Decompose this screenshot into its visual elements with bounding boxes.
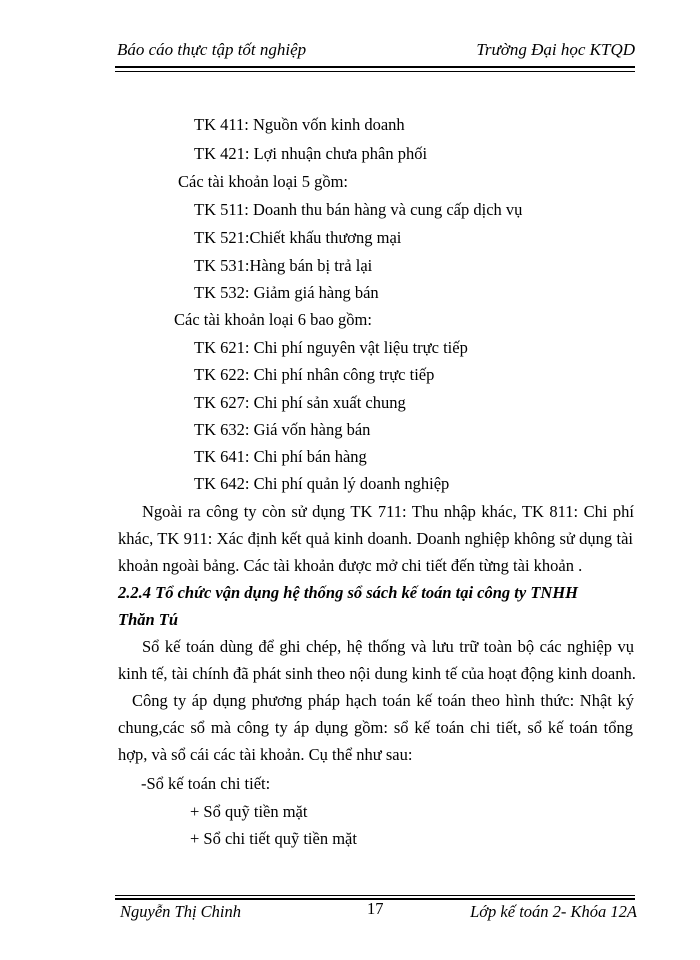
section-heading-line1: 2.2.4 Tổ chức vận dụng hệ thống sổ sách kế toán tại công ty TNHH — [118, 583, 578, 602]
paragraph-other-accounts-line3: khoản ngoài bảng. Các tài khoản được mở chi tiết đến từng tài khoản . — [118, 556, 583, 575]
group-type6-heading: Các tài khoản loại 6 bao gồm: — [174, 310, 372, 329]
paragraph-accounting-form-line1: Công ty áp dụng phương pháp hạch toán kế toán theo hình thức: Nhật ký — [132, 691, 634, 710]
header-rule-thin — [115, 71, 635, 72]
paragraph-accounting-form-line3: hợp, và sổ cái các tài khoản. Cụ thể như sau: — [118, 745, 413, 764]
footer-class: Lớp kế toán 2- Khóa 12A — [470, 902, 637, 921]
account-tk511: TK 511: Doanh thu bán hàng và cung cấp dịch vụ — [194, 200, 523, 219]
paragraph-other-accounts-line2: khác, TK 911: Xác định kết quả kinh doanh. Doanh nghiệp không sử dụng tài — [118, 529, 633, 548]
header-report-title: Báo cáo thực tập tốt nghiệp — [117, 40, 307, 59]
footer-rule-thin — [115, 895, 635, 896]
footer-author: Nguyễn Thị Chinh — [120, 902, 242, 921]
account-tk627: TK 627: Chi phí sản xuất chung — [194, 393, 406, 412]
account-tk632: TK 632: Giá vốn hàng bán — [194, 420, 371, 439]
book-cash-fund: + Sổ quỹ tiền mặt — [190, 802, 308, 821]
account-tk531: TK 531:Hàng bán bị trả lại — [194, 256, 373, 275]
page-number: 17 — [367, 899, 384, 918]
account-tk521: TK 521:Chiết khấu thương mại — [194, 228, 402, 247]
section-heading-line2: Thăn Tú — [118, 610, 179, 629]
header-university: Trường Đại học KTQD — [476, 40, 635, 59]
account-tk622: TK 622: Chi phí nhân công trực tiếp — [194, 365, 435, 384]
account-tk641: TK 641: Chi phí bán hàng — [194, 447, 367, 466]
account-tk621: TK 621: Chi phí nguyên vật liệu trực tiếp — [194, 338, 468, 357]
paragraph-books-definition-line2: kinh tế, tài chính đã phát sinh theo nội dung kinh tế của hoạt động kinh doanh. — [118, 664, 636, 683]
book-cash-fund-detail: + Sổ chi tiết quỹ tiền mặt — [190, 829, 357, 848]
account-tk421: TK 421: Lợi nhuận chưa phân phối — [194, 144, 428, 163]
paragraph-accounting-form-line2: chung,các sổ mà công ty áp dụng gồm: sổ kế toán chi tiết, sổ kế toán tổng — [118, 718, 633, 737]
account-tk411: TK 411: Nguồn vốn kinh doanh — [194, 115, 405, 134]
account-tk532: TK 532: Giảm giá hàng bán — [194, 283, 379, 302]
detail-books-heading: -Sổ kế toán chi tiết: — [141, 774, 271, 793]
paragraph-other-accounts-line1: Ngoài ra công ty còn sử dụng TK 711: Thu nhập khác, TK 811: Chi phí — [142, 502, 634, 521]
paragraph-books-definition-line1: Sổ kế toán dùng để ghi chép, hệ thống và lưu trữ toàn bộ các nghiệp vụ — [142, 637, 634, 656]
header-rule-thick — [115, 66, 635, 68]
account-tk642: TK 642: Chi phí quản lý doanh nghiệp — [194, 474, 450, 493]
group-type5-heading: Các tài khoản loại 5 gồm: — [178, 172, 349, 191]
